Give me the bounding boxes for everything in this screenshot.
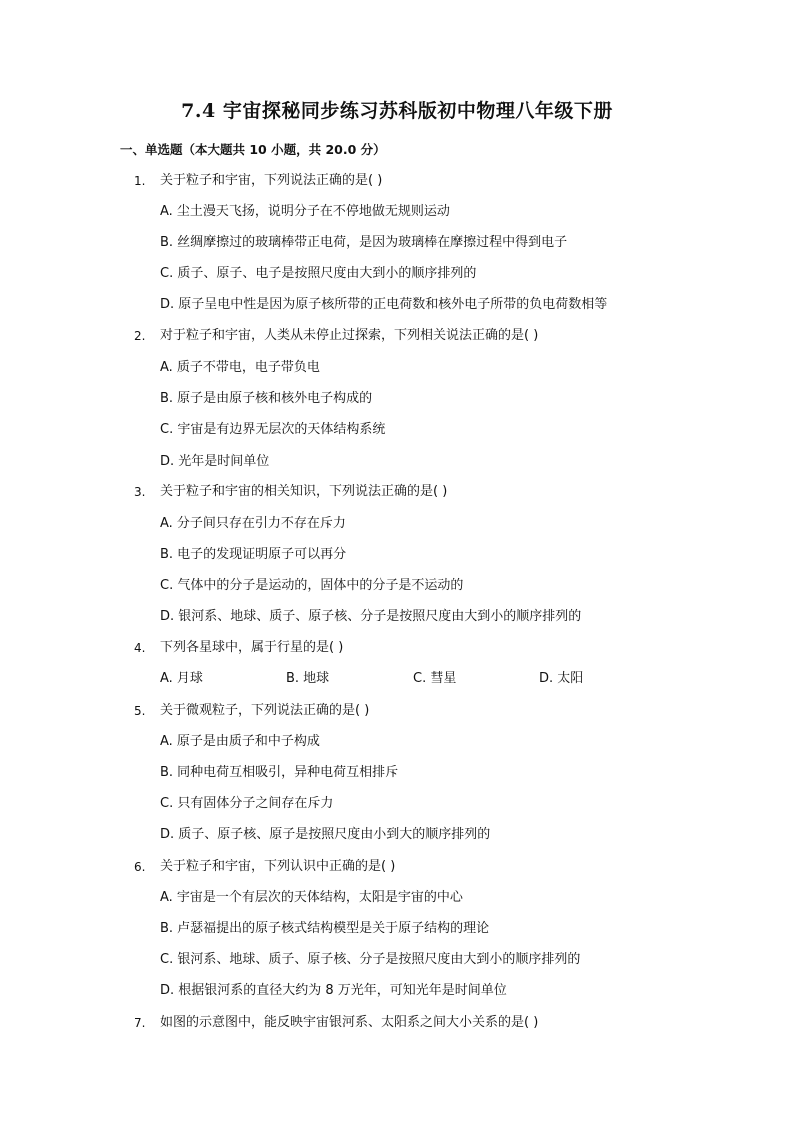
question-stem: 如图的示意图中，能反映宇宙银河系、太阳系之间大小关系的是( ) [160, 1015, 539, 1030]
option-6a [0, 887, 794, 909]
option-1b [0, 232, 794, 254]
question-3 [0, 481, 794, 503]
option-text: C. 气体中的分子是运动的，固体中的分子是不运动的 [160, 578, 464, 593]
option-text: D. 质子、原子核、原子是按照尺度由小到大的顺序排列的 [160, 827, 491, 842]
question-6 [0, 856, 794, 878]
option-5a [0, 731, 794, 753]
option-2d [0, 451, 794, 473]
option-text: D. 原子呈电中性是因为原子核所带的正电荷数和核外电子所带的负电荷数相等 [160, 297, 608, 312]
option-6c [0, 949, 794, 971]
question-number: 4. [134, 641, 146, 655]
option-4a: A. 月球 [160, 671, 203, 686]
question-number: 5. [134, 704, 146, 718]
option-6b [0, 918, 794, 940]
option-text: A. 尘土漫天飞扬，说明分子在不停地做无规则运动 [160, 204, 450, 219]
option-text: C. 宇宙是有边界无层次的天体结构系统 [160, 422, 386, 437]
option-text: D. 根据银河系的直径大约为 8 万光年，可知光年是时间单位 [160, 983, 507, 998]
question-number: 7. [134, 1016, 146, 1030]
option-1a [0, 201, 794, 223]
question-2 [0, 325, 794, 347]
option-text: B. 电子的发现证明原子可以再分 [160, 547, 347, 562]
question-number: 2. [134, 329, 146, 343]
section-heading: 一、单选题（本大题共 10 小题，共 20.0 分） [120, 142, 386, 157]
question-4 [0, 637, 794, 659]
option-3b [0, 544, 794, 566]
question-stem: 关于微观粒子，下列说法正确的是( ) [160, 703, 370, 718]
question-stem: 下列各星球中，属于行星的是( ) [160, 640, 344, 655]
option-2b [0, 388, 794, 410]
option-text: A. 原子是由质子和中子构成 [160, 734, 320, 749]
question-stem: 关于粒子和宇宙，下列认识中正确的是( ) [160, 859, 396, 874]
question-stem: 对于粒子和宇宙，人类从未停止过探索，下列相关说法正确的是( ) [160, 328, 539, 343]
option-4b: B. 地球 [286, 671, 330, 686]
question-1 [0, 170, 794, 192]
option-5c [0, 793, 794, 815]
option-text: B. 原子是由原子核和核外电子构成的 [160, 391, 373, 406]
option-text: B. 同种电荷互相吸引，异种电荷互相排斥 [160, 765, 399, 780]
page-title: 7.4 宇宙探秘同步练习苏科版初中物理八年级下册 [181, 100, 613, 122]
option-text: C. 质子、原子、电子是按照尺度由大到小的顺序排列的 [160, 266, 477, 281]
option-2c [0, 419, 794, 441]
option-1d [0, 294, 794, 316]
option-text: B. 卢瑟福提出的原子核式结构模型是关于原子结构的理论 [160, 921, 490, 936]
option-3d [0, 606, 794, 628]
option-row-4 [0, 668, 794, 690]
option-5d [0, 824, 794, 846]
option-text: A. 质子不带电，电子带负电 [160, 360, 320, 375]
question-number: 6. [134, 860, 146, 874]
option-5b [0, 762, 794, 784]
question-number: 1. [134, 174, 146, 188]
option-4c: C. 彗星 [413, 671, 457, 686]
option-text: B. 丝绸摩擦过的玻璃棒带正电荷，是因为玻璃棒在摩擦过程中得到电子 [160, 235, 568, 250]
question-stem: 关于粒子和宇宙，下列说法正确的是( ) [160, 173, 383, 188]
option-4d: D. 太阳 [539, 671, 584, 686]
option-text: C. 银河系、地球、质子、原子核、分子是按照尺度由大到小的顺序排列的 [160, 952, 581, 967]
option-1c [0, 263, 794, 285]
question-stem: 关于粒子和宇宙的相关知识，下列说法正确的是( ) [160, 484, 448, 499]
option-text: C. 只有固体分子之间存在斥力 [160, 796, 334, 811]
question-7 [0, 1012, 794, 1034]
option-6d [0, 980, 794, 1002]
question-5 [0, 700, 794, 722]
question-number: 3. [134, 485, 146, 499]
option-text: A. 分子间只存在引力不存在斥力 [160, 516, 346, 531]
option-3c [0, 575, 794, 597]
option-3a [0, 513, 794, 535]
option-2a [0, 357, 794, 379]
option-text: A. 宇宙是一个有层次的天体结构，太阳是宇宙的中心 [160, 890, 463, 905]
option-text: D. 银河系、地球、质子、原子核、分子是按照尺度由大到小的顺序排列的 [160, 609, 582, 624]
option-text: D. 光年是时间单位 [160, 454, 270, 469]
